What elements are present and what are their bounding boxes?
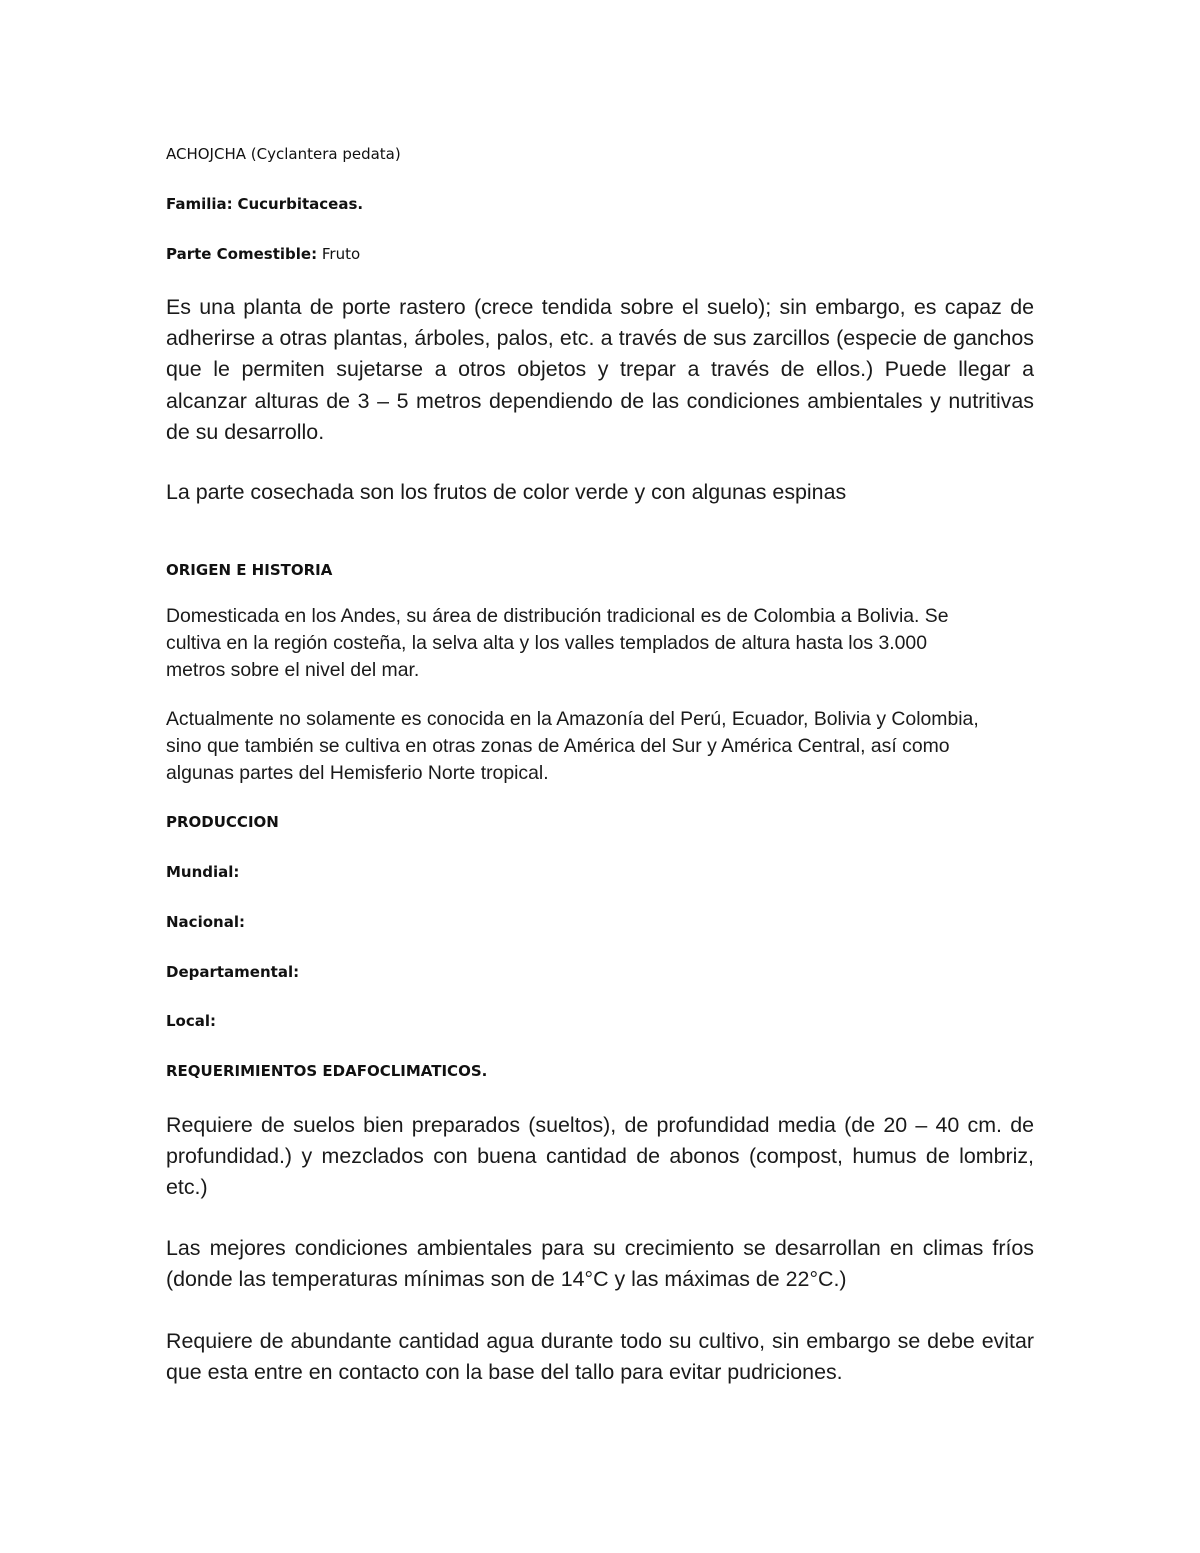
parte-comestible-label: Parte Comestible:	[166, 245, 318, 263]
harvest-paragraph: La parte cosechada son los frutos de color verde y con algunas espinas	[166, 480, 847, 504]
paragraph-line: cultiva en la región costeña, la selva alta y los valles templados de altura hasta los 3.000	[166, 632, 927, 654]
requerimientos-paragraph-1: Requiere de suelos bien preparados (sueltos), de profundidad media (de 20 – 40 cm. de profundidad.) y mezclados con buena cantidad de abonos (compost, humus de lombriz, etc.)	[166, 1113, 1034, 1200]
requerimientos-paragraph-2: Las mejores condiciones ambientales para su crecimiento se desarrollan en climas fríos (donde las temperaturas mínimas son de 14°C y las máximas de 22°C.)	[166, 1236, 1034, 1292]
parte-comestible-line	[166, 244, 1034, 264]
paragraph-line: metros sobre el nivel del mar.	[166, 659, 420, 681]
produccion-mundial: Mundial:	[166, 863, 240, 881]
produccion-nacional: Nacional:	[166, 913, 245, 931]
produccion-local: Local:	[166, 1012, 217, 1030]
parte-comestible-value: Fruto	[321, 245, 361, 263]
origen-paragraph-2	[166, 706, 1034, 787]
paragraph-line: Domesticada en los Andes, su área de distribución tradicional es de Colombia a Bolivia. Se	[166, 605, 949, 627]
produccion-departamental: Departamental:	[166, 963, 300, 981]
familia-line	[166, 194, 1034, 214]
paragraph-line: Actualmente no solamente es conocida en la Amazonía del Perú, Ecuador, Bolivia y Colombia,	[166, 708, 979, 730]
familia-value: Cucurbitaceas.	[237, 195, 364, 213]
requerimientos-paragraph-3: Requiere de abundante cantidad agua durante todo su cultivo, sin embargo se debe evitar que esta entre en contacto con la base del tallo para evitar pudriciones.	[166, 1329, 1034, 1385]
document-page	[166, 0, 1034, 1553]
paragraph-line: sino que también se cultiva en otras zonas de América del Sur y América Central, así como	[166, 735, 950, 757]
origen-heading: ORIGEN E HISTORIA	[166, 561, 333, 579]
origen-paragraph-1	[166, 603, 1034, 684]
intro-paragraph: Es una planta de porte rastero (crece tendida sobre el suelo); sin embargo, es capaz de adherirse a otras plantas, árboles, palos, etc. a través de sus zarcillos (especie de ganchos que le permiten sujetarse a otros objetos y trepar a través de ellos.) Puede llegar a alcanzar alturas de 3 – 5 metros dependiendo de las condiciones ambientales y nutritivas de su desarrollo.	[166, 295, 1034, 444]
familia-label: Familia:	[166, 195, 233, 213]
produccion-heading: PRODUCCION	[166, 813, 279, 831]
document-title: ACHOJCHA (Cyclantera pedata)	[166, 145, 401, 163]
paragraph-line: algunas partes del Hemisferio Norte tropical.	[166, 762, 549, 784]
requerimientos-heading: REQUERIMIENTOS EDAFOCLIMATICOS.	[166, 1062, 488, 1080]
